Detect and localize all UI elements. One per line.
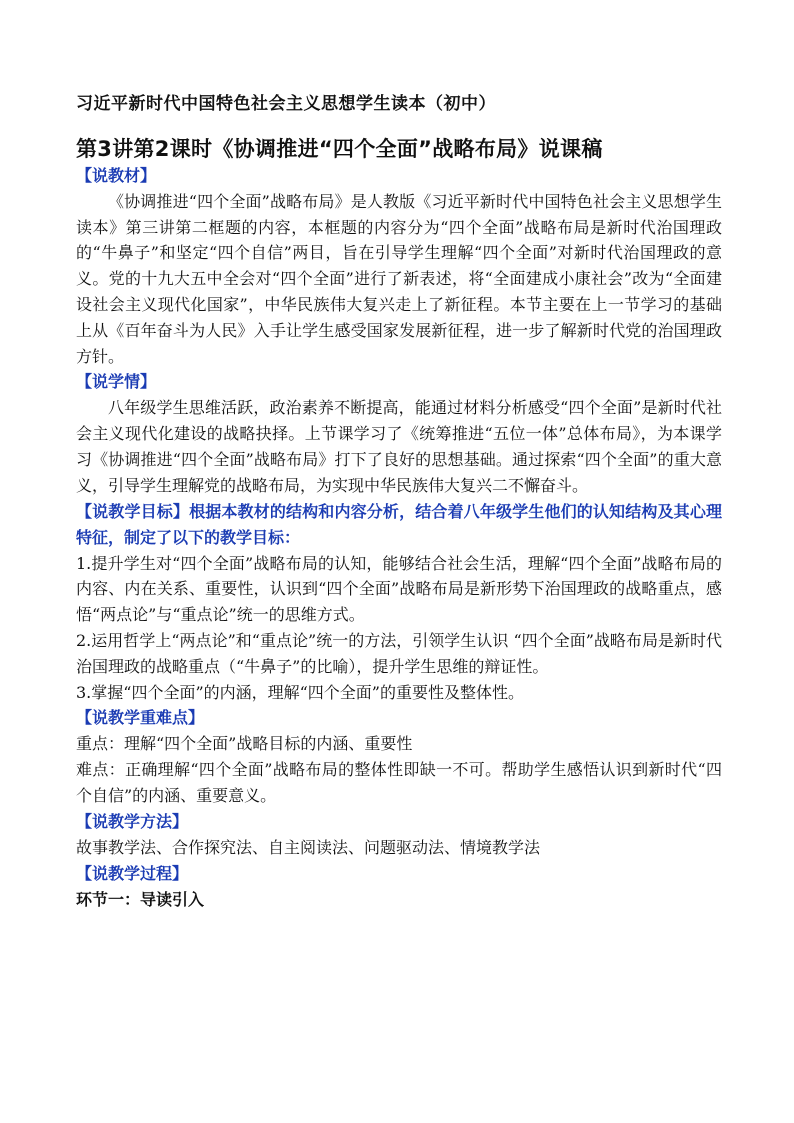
key-point: 重点：理解“四个全面”战略目标的内涵、重要性: [76, 734, 413, 754]
section-heading-textbook: 【说教材】: [76, 165, 157, 185]
goals-intro: 根据本教材的结构和内容分析，结合着八年级学生他们的认知结构及其心理特征，制定了以下的教学目标：: [76, 501, 722, 547]
goal-item-3: 3.掌握“四个全面”的内涵，理解“四个全面”的重要性及整体性。: [76, 682, 524, 702]
section-heading-keypoints: 【说教学重难点】: [76, 708, 205, 728]
textbook-paragraph: 《协调推进“四个全面”战略布局》是人教版《习近平新时代中国特色社会主义思想学生读本》第三讲第二框题的内容，本框题的内容分为“四个全面”战略布局是新时代治国理政的“牛鼻子”和坚定“四个自信”两目，旨在引导学生理解“四个全面”对新时代治国理政的意义。党的十九大五中全会对“四个全面”进行了新表述，将“全面建成小康社会”改为“全面建设社会主义现代化国家”，中华民族伟大复兴走上了新征程。本节主要在上一节学习的基础上从《百年奋斗为人民》入手让学生感受国家发展新征程，进一步了解新时代党的治国理政方针。: [76, 191, 722, 366]
book-subtitle: 习近平新时代中国特色社会主义思想学生读本（初中）: [76, 94, 496, 114]
methods-list: 故事教学法、合作探究法、自主阅读法、问题驱动法、情境教学法: [76, 837, 541, 857]
goals-heading-line: [76, 499, 722, 551]
section-heading-process: 【说教学过程】: [76, 863, 189, 883]
lesson-title: 第3讲第2课时《协调推进“四个全面”战略布局》说课稿: [76, 136, 603, 161]
document-page: [76, 92, 722, 912]
difficult-point: 难点：正确理解“四个全面”战略布局的整体性即缺一不可。帮助学生感悟认识到新时代“四个自信”的内涵、重要意义。: [76, 760, 722, 805]
students-paragraph: 八年级学生思维活跃，政治素养不断提高，能通过材料分析感受“四个全面”是新时代社会主义现代化建设的战略抉择。上节课学习了《统筹推进“五位一体”总体布局》，为本课学习《协调推进“四个全面”战略布局》打下了良好的思想基础。通过探索“四个全面”的重大意义，引导学生理解党的战略布局，为实现中华民族伟大复兴二不懈奋斗。: [76, 398, 722, 495]
goal-item-2: 2.运用哲学上“两点论”和“重点论”统一的方法，引领学生认识 “四个全面”战略布局是新时代治国理政的战略重点（“牛鼻子”的比喻），提升学生思维的辩证性。: [76, 630, 722, 676]
section-heading-goals: 【说教学目标】: [76, 501, 190, 521]
process-step-1: 环节一：导读引入: [76, 889, 205, 909]
section-heading-students: 【说学情】: [76, 372, 157, 392]
section-heading-methods: 【说教学方法】: [76, 811, 189, 831]
goal-item-1: 1.提升学生对“四个全面”战略布局的认知，能够结合社会生活，理解“四个全面”战略布局的内容、内在关系、重要性，认识到“四个全面”战略布局是新形势下治国理政的战略重点，感悟“两点论”与“重点论”统一的思维方式。: [76, 553, 722, 625]
